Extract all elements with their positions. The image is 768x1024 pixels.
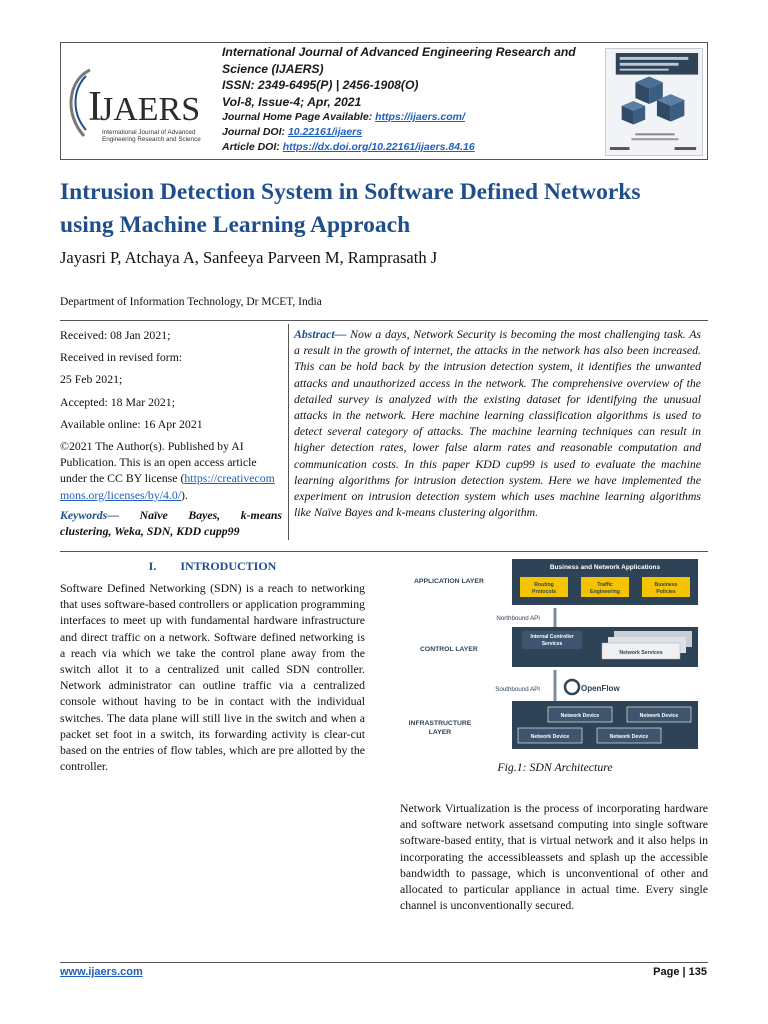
paper-title-line2: using Machine Learning Approach xyxy=(60,212,411,238)
app-label-business-1: Business xyxy=(654,582,678,588)
homepage-label: Journal Home Page Available: xyxy=(222,111,376,123)
network-services-label: Network Services xyxy=(619,650,663,656)
network-device-label-2: Network Device xyxy=(639,713,679,719)
app-label-routing-1: Routing xyxy=(534,582,554,588)
journal-doi-link[interactable]: 10.22161/ijaers xyxy=(287,126,363,138)
paper-title xyxy=(60,176,720,242)
journal-doi-label: Journal DOI: xyxy=(222,126,288,138)
article-doi-link[interactable]: https://dx.doi.org/10.22161/ijaers.84.16 xyxy=(282,141,475,153)
column-divider xyxy=(288,324,289,540)
homepage-link[interactable]: https://ijaers.com/ xyxy=(375,111,465,123)
journal-issn: ISSN: 2349-6495(P) | 2456-1908(O) xyxy=(222,78,419,92)
network-device-label-1: Network Device xyxy=(560,713,600,719)
openflow-label: OpenFlow xyxy=(581,684,620,693)
infrastructure-label-1: INFRASTRUCTURE xyxy=(408,720,472,727)
article-info xyxy=(60,327,282,545)
license-link[interactable]: https://creativecommons.org/licenses/by/4.0/ xyxy=(60,471,275,502)
svg-text:I: I xyxy=(88,84,102,130)
logo-sub2: Engineering Research and Science xyxy=(102,136,201,143)
revised-label: Received in revised form: xyxy=(60,350,183,365)
journal-cover-image xyxy=(605,48,703,156)
received-date: Received: 08 Jan 2021; xyxy=(60,328,171,342)
ijaers-logo xyxy=(62,62,207,152)
revised-date: 25 Feb 2021; xyxy=(60,372,123,387)
paper-authors: Jayasri P, Atchaya A, Sanfeeya Parveen M, Ramprasath J xyxy=(60,248,438,267)
abstract-text: Now a days, Network Security is becoming the most challenging task. As a result in the growth of internet, the attacks in the network has also been increased. This can be hold back by the intrusion detection system, it identifies the unwanted attacks and unauthorized access in the network. The comprehensive overview of the detailed survey is analyzed with the existing dataset for identifying the unusual attacks in the network. Here machine learning classification algorithms is used to detect several category of attacks. The machine learning techniques can result in higher detection rates, lower false alarm rates and reasonable computation and communication costs. In this paper KDD cup99 is used to evaluate the machine learning algorithms for intrusion detection system. Here we have implemented the experiment on intrusion detection system which uses machine learning algorithms like Naïve Bayes and k-means clustering algorithm. xyxy=(294,327,701,520)
controller-services-label-1: Internal Controller xyxy=(530,634,574,640)
journal-volume: Vol-8, Issue-4; Apr, 2021 xyxy=(222,94,362,109)
copyright-end: ). xyxy=(181,487,188,502)
logo-text: JAERS xyxy=(100,91,201,128)
business-apps-label: Business and Network Applications xyxy=(549,564,661,571)
northbound-api-label: Northbound API xyxy=(496,615,540,622)
openflow-icon xyxy=(565,680,579,694)
introduction-paragraph: Software Defined Networking (SDN) is a reach to networking that uses software-based controllers or application programming interfaces to meet up with fundamental hardware infrastructure and direct traffic on a network. Software defined networking is a reach via which we take the control plane away from the switch allot it to a centralized unit called SDN controller. Network administrator can outline traffic via a centralized console without having to be in contact with the individual switches. The data plane will still live in the switch and when a packet set foot in a switch, its forwarding activity is clear-cut based on the entries of flow tables, which are pre allotted by the controller. xyxy=(60,581,365,774)
paper-affiliation: Department of Information Technology, Dr MCET, India xyxy=(60,296,322,308)
footer-divider xyxy=(60,962,708,963)
copyright-text: ©2021 The Author(s). Published by AI Publication. This is an open access article under the CC BY license ( xyxy=(60,439,257,486)
southbound-api-label: Southbound API xyxy=(495,686,540,693)
abstract xyxy=(294,326,701,520)
online-date: Available online: 16 Apr 2021 xyxy=(60,416,203,431)
journal-doi xyxy=(222,125,592,140)
network-device-label-4: Network Device xyxy=(609,734,649,740)
article-doi xyxy=(222,140,592,155)
control-layer-label: CONTROL LAYER xyxy=(420,646,478,653)
article-doi-label: Article DOI: xyxy=(222,141,283,153)
network-device-label-3: Network Device xyxy=(530,734,570,740)
application-layer-label: APPLICATION LAYER xyxy=(414,578,484,585)
footer-page-number: Page | 135 xyxy=(653,966,707,978)
journal-homepage xyxy=(222,110,592,125)
sdn-architecture-figure xyxy=(400,553,710,753)
divider xyxy=(60,320,708,321)
controller-services-label-2: Services xyxy=(541,641,563,647)
keywords xyxy=(60,507,282,539)
journal-info xyxy=(222,44,592,155)
network-virtualization-paragraph: Network Virtualization is the process of incorporating hardware and software network assetsand computing into single software software-based entity, that is virtual network and it also helps in incorporating the accessibleassets and splash up the accessible bandwidth to passage, which is unconventional of other and allocated to particular appliance in actual time. Every single channel is unconventionally secured. xyxy=(400,801,708,913)
footer-website-link[interactable]: www.ijaers.com xyxy=(60,966,143,978)
abstract-label: Abstract— xyxy=(294,327,347,341)
app-label-routing-2: Protocols xyxy=(532,589,556,595)
keywords-label: Keywords— xyxy=(60,507,119,522)
app-label-traffic-2: Engineering xyxy=(590,589,620,595)
figure-caption: Fig.1: SDN Architecture xyxy=(497,760,613,774)
app-label-business-2: Policies xyxy=(656,589,676,595)
section-heading-introduction: I. INTRODUCTION xyxy=(148,559,277,573)
journal-name-line1: International Journal of Advanced Engineering Research and xyxy=(222,45,576,59)
keywords-list: Naïve Bayes, k-means clustering, Weka, SDN, KDD cupp99 xyxy=(60,507,282,539)
accepted-date: Accepted: 18 Mar 2021; xyxy=(60,394,175,409)
divider xyxy=(60,551,708,552)
app-label-traffic-1: Traffic xyxy=(597,582,613,588)
journal-name-line2: Science (IJAERS) xyxy=(222,61,324,76)
copyright-notice xyxy=(60,438,282,503)
paper-title-line1: Intrusion Detection System in Software Defined Networks xyxy=(60,179,641,205)
infrastructure-label-2: LAYER xyxy=(428,729,452,736)
logo-sub1: International Journal of Advanced xyxy=(102,129,196,136)
